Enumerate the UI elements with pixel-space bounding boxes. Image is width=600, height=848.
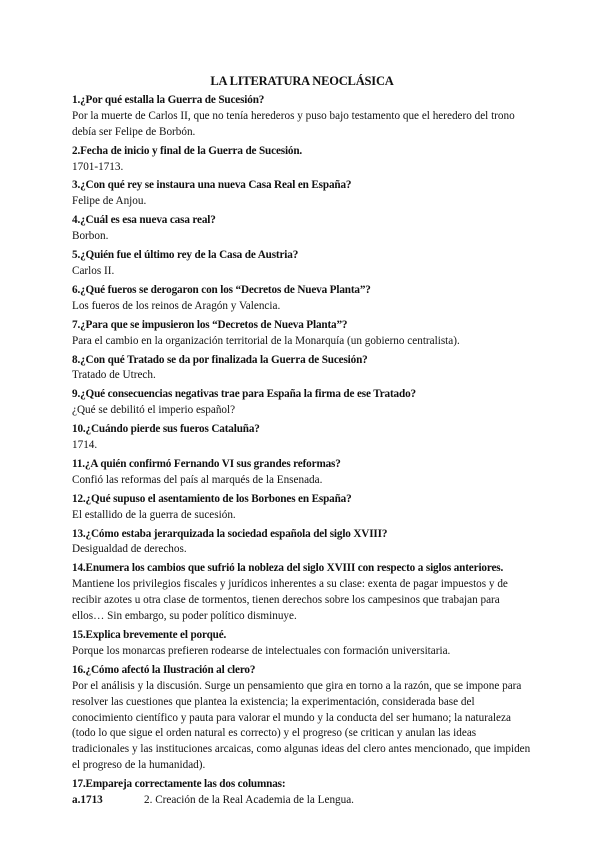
- answer-16: Por el análisis y la discusión. Surge un pensamiento que gira en torno a la razón, que se impone para resolver las cuestiones que plantea la existencia; la experimentación, considerada base del conocimiento científico y pauta para valorar el mundo y la conducta del ser humano; la naturaleza (todo lo que sigue el orden natural es correcto) y el progreso (se critican y anulan las ideas tradicionales y las instituciones arcaicas, como algunas ideas del clero antes mencionado, que impiden el progreso de la humanidad).: [72, 679, 531, 772]
- answer-13: Desigualdad de derechos.: [72, 543, 187, 556]
- question-16: 16.¿Cómo afectó la Ilustración al clero?: [72, 663, 256, 676]
- question-13: 13.¿Cómo estaba jerarquizada la sociedad española del siglo XVIII?: [72, 527, 388, 540]
- document-title: LA LITERATURA NEOCLÁSICA: [210, 74, 394, 88]
- matching-left: a.1713: [72, 794, 103, 807]
- question-3: 3.¿Con qué rey se instaura una nueva Casa Real en España?: [72, 179, 352, 192]
- question-11: 11.¿A quién confirmó Fernando VI sus grandes reformas?: [72, 457, 341, 470]
- answer-7: Para el cambio en la organización territorial de la Monarquía (un gobierno centralista).: [72, 334, 460, 347]
- matching-row: [72, 793, 532, 809]
- answer-11: Confió las reformas del país al marqués de la Ensenada.: [72, 473, 323, 486]
- answer-14: Mantiene los privilegios fiscales y jurídicos inherentes a su clase: exenta de pagar impuestos y de recibir azotes u otra clase de tormentos, tienen derechos sobre los campesinos que trabajan para ellos… Sin embargo, su poder político disminuye.: [72, 578, 508, 623]
- question-1: 1.¿Por qué estalla la Guerra de Sucesión?: [72, 93, 265, 106]
- question-4: 4.¿Cuál es esa nueva casa real?: [72, 214, 216, 227]
- question-15: 15.Explica brevemente el porqué.: [72, 629, 227, 641]
- question-9: 9.¿Qué consecuencias negativas trae para España la firma de ese Tratado?: [72, 388, 416, 401]
- answer-4: Borbon.: [72, 230, 109, 243]
- answer-2: 1701-1713.: [72, 160, 124, 173]
- question-8: 8.¿Con qué Tratado se da por finalizada la Guerra de Sucesión?: [72, 353, 368, 366]
- matching-right: 2. Creación de la Real Academia de la Lengua.: [144, 794, 354, 807]
- answer-15: Porque los monarcas prefieren rodearse de intelectuales con formación universitaria.: [72, 644, 451, 657]
- answer-5: Carlos II.: [72, 264, 115, 277]
- answer-1: Por la muerte de Carlos II, que no tenía herederos y puso bajo testamento que el heredero del trono debía ser Felipe de Borbón.: [72, 109, 515, 138]
- answer-10: 1714.: [72, 439, 98, 452]
- question-10: 10.¿Cuándo pierde sus fueros Cataluña?: [72, 423, 260, 436]
- answer-3: Felipe de Anjou.: [72, 195, 147, 208]
- question-7: 7.¿Para que se impusieron los “Decretos de Nueva Planta”?: [72, 318, 348, 331]
- question-14: 14.Enumera los cambios que sufrió la nobleza del siglo XVIII con respecto a siglos anteriores.: [72, 562, 504, 575]
- question-5: 5.¿Quién fue el último rey de la Casa de Austria?: [72, 249, 299, 262]
- document-page: [72, 74, 532, 809]
- answer-6: Los fueros de los reinos de Aragón y Valencia.: [72, 299, 281, 312]
- question-2: 2.Fecha de inicio y final de la Guerra de Sucesión.: [72, 144, 303, 157]
- question-17: 17.Empareja correctamente las dos columnas:: [72, 778, 286, 791]
- answer-9: ¿Qué se debilitó el imperio español?: [72, 404, 236, 417]
- question-12: 12.¿Qué supuso el asentamiento de los Borbones en España?: [72, 492, 352, 505]
- answer-12: El estallido de la guerra de sucesión.: [72, 508, 236, 521]
- answer-8: Tratado de Utrech.: [72, 369, 156, 382]
- question-6: 6.¿Qué fueros se derogaron con los “Decretos de Nueva Planta”?: [72, 283, 371, 296]
